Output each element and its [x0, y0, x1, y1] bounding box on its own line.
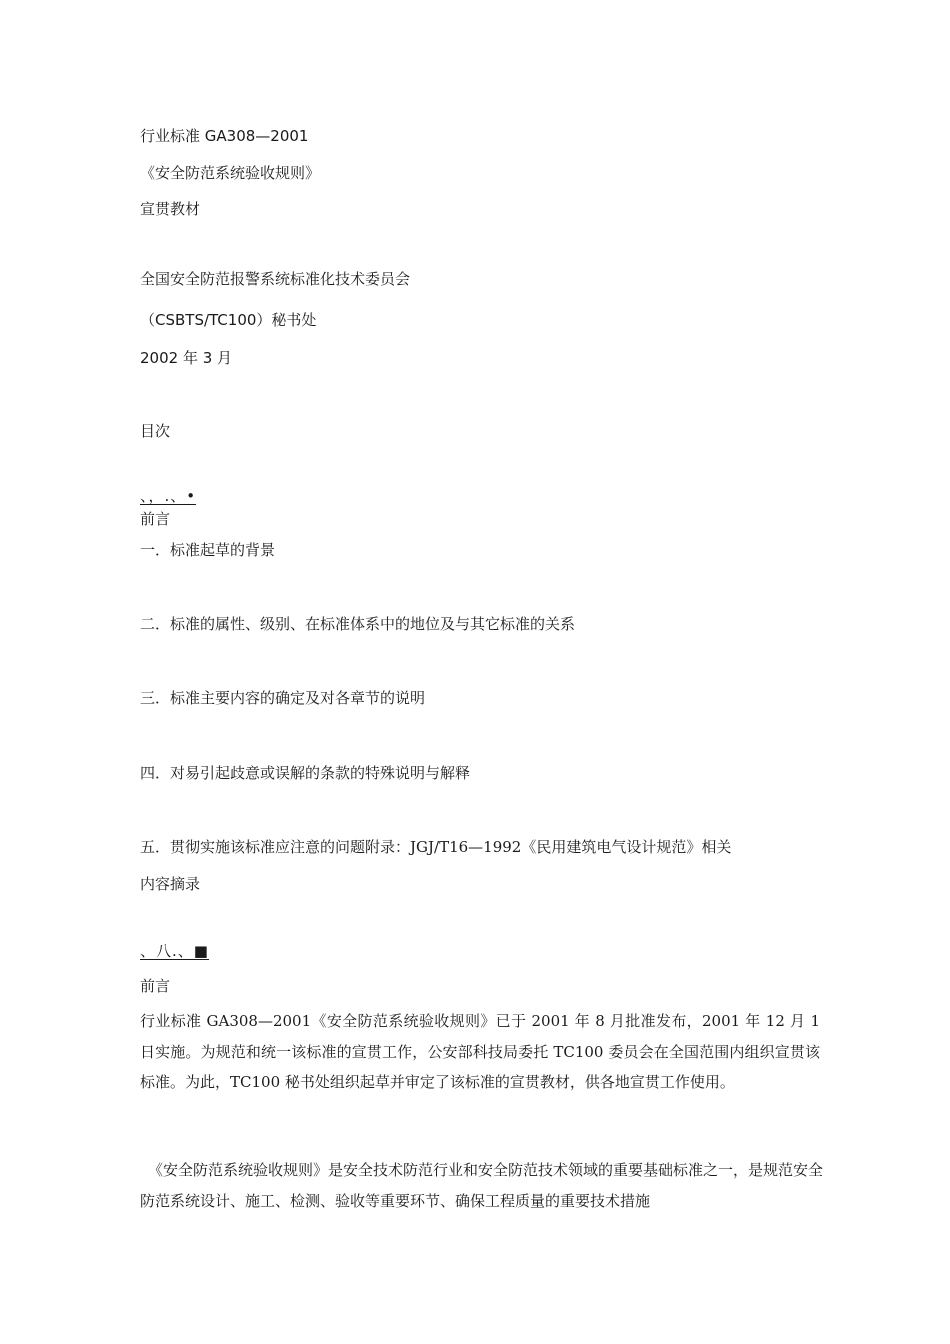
- toc-item-1: 一．标准起草的背景: [140, 541, 276, 559]
- document-subtitle: 宣贯教材: [140, 200, 201, 218]
- preface-heading: 前言: [140, 977, 171, 995]
- standard-code: 行业标准 GA308—2001: [140, 127, 309, 145]
- organization-secretariat: （CSBTS/TC100）秘书处: [140, 311, 317, 329]
- toc-marker: 、，.、•: [140, 487, 197, 505]
- toc-item-preface: 前言: [140, 510, 171, 528]
- toc-item-5: 五．贯彻实施该标准应注意的问题附录：JGJ/T16—1992《民用建筑电气设计规范》相关: [140, 838, 732, 856]
- toc-item-5-continued: 内容摘录: [140, 875, 201, 893]
- preface-paragraph-2: 《安全防范系统验收规则》是安全技术防范行业和安全防范技术领域的重要基础标准之一，是规范安全防范系统设计、施工、检测、验收等重要环节、确保工程质量的重要技术措施: [140, 1161, 824, 1210]
- toc-item-3: 三．标准主要内容的确定及对各章节的说明: [140, 689, 426, 707]
- section-marker: 、八.、■: [140, 942, 209, 960]
- preface-paragraph-1: 行业标准 GA308—2001《安全防范系统验收规则》已于 2001 年 8 月批准发布，2001 年 12 月 1 日实施。为规范和统一该标准的宣贯工作，公安部科技局委托 TC100 委员会在全国范围内组织宣贯该标准。为此，TC100 秘书处组织起草并审定了该标准的宣贯教材，供各地宣贯工作使用。: [140, 1012, 820, 1091]
- toc-item-2: 二．标准的属性、级别、在标准体系中的地位及与其它标准的关系: [140, 615, 576, 633]
- document-title: 《安全防范系统验收规则》: [140, 164, 321, 182]
- publication-date: 2002 年 3 月: [140, 349, 233, 367]
- organization-name: 全国安全防范报警系统标准化技术委员会: [140, 270, 411, 288]
- toc-item-4: 四．对易引起歧意或误解的条款的特殊说明与解释: [140, 764, 471, 782]
- toc-heading: 目次: [140, 422, 171, 440]
